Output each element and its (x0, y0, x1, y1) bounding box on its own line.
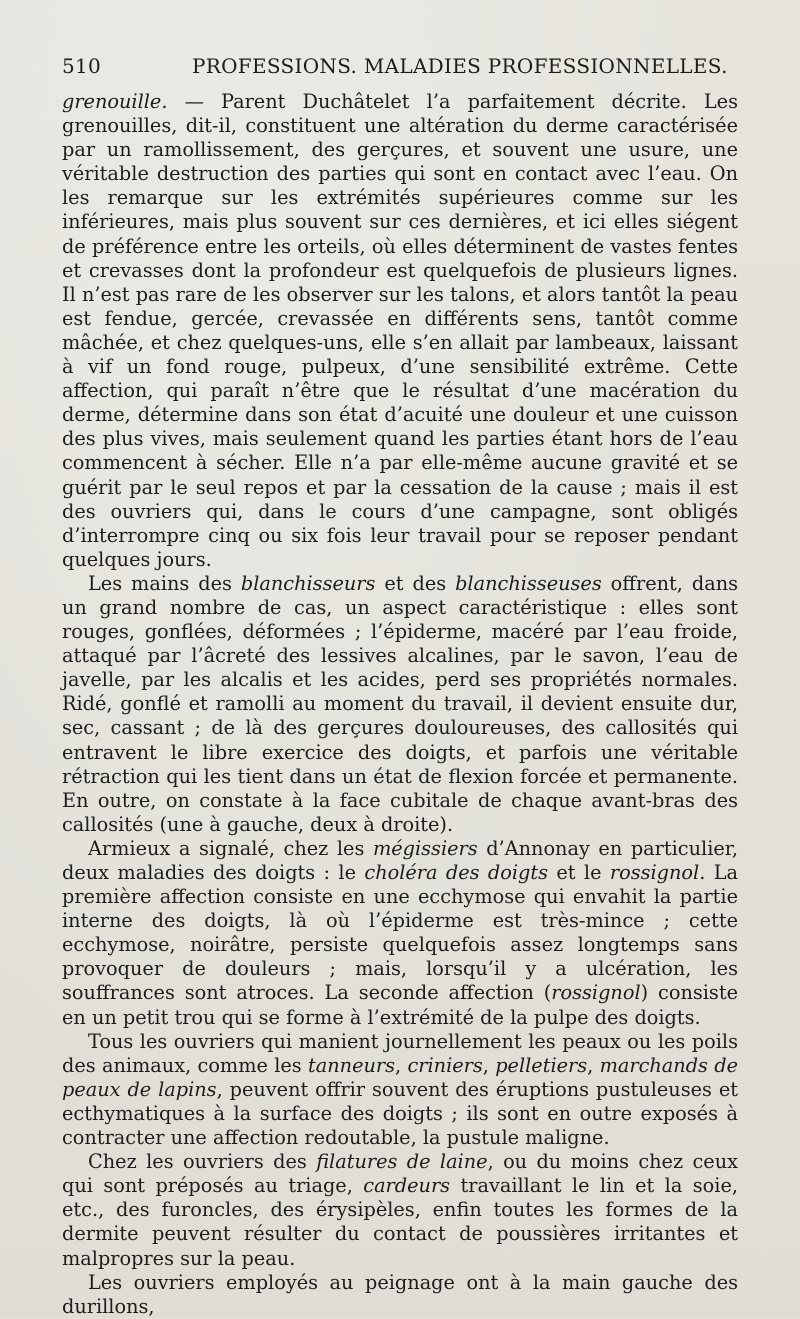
text-run: , peuvent offrir souvent des éruptions pustuleuses et ecthymatiques à la surface des doigts ; ils sont en outre exposés à contracter une affection redoutable, la pustule maligne. (62, 1077, 738, 1150)
text-run: — Parent Duchâtelet l’a parfaitement décrite. Les grenouilles, dit-il, constituent une altération du derme caractérisée par un ramollissement, des gerçures, et souvent une usure, une véritable destruction des parties qui sont en contact avec l’eau. On les remarque sur les extrémités supérieures comme sur les inférieures, mais plus souvent sur ces dernières, et ici elles siégent de préférence entre les orteils, où elles déterminent de vastes fentes et crevasses dont la profondeur est quelquefois de plusieurs lignes. Il n’est pas rare de les observer sur les talons, et alors tantôt la peau est fendue, gercée, crevassée en différents sens, tantôt comme mâchée, et chez quelques-uns, elle s’en allait par lambeaux, laissant à vif un fond rouge, pulpeux, d’une sensibilité extrême. Cette affection, qui paraît n’être que le résultat d’une macération du derme, détermine dans son état d’acuité une douleur et une cuisson des plus vives, mais seulement quand les parties étant hors de l’eau commencent à sécher. Elle n’a par elle-même aucune gravité et se guérit par le seul repos et par la cessation de la cause ; mais il est des ouvriers qui, dans le cours d’une campagne, sont obligés d’interrompre cinq ou six fois leur travail pour se reposer pendant quelques jours. (62, 90, 738, 571)
body-text (62, 90, 738, 1319)
text-run: Tous les ouvriers qui manient journellement les peaux ou les poils des animaux, comme les (62, 1029, 738, 1077)
running-title: PROFESSIONS. MALADIES PROFESSIONNELLES. (192, 54, 728, 78)
text-run: d’Annonay en particulier, deux maladies des doigts : le (62, 836, 738, 884)
text-run: ) consiste en un petit trou qui se forme à l’extrémité de la pulpe des doigts. (62, 981, 738, 1029)
paragraph (62, 572, 738, 837)
italic-term: grenouille. (62, 90, 168, 113)
italic-term: rossignol (551, 981, 641, 1005)
italic-term: choléra des doigts (364, 861, 549, 884)
italic-term: cardeurs (363, 1174, 451, 1198)
page-header (62, 48, 738, 84)
paragraph (62, 1271, 738, 1319)
italic-term: filatures de laine (316, 1150, 488, 1174)
text-run: Les ouvriers employés au peignage ont à la main gauche des durillons, (62, 1270, 738, 1318)
text-run: et le (548, 861, 610, 884)
page-number: 510 (62, 54, 102, 78)
text-run: , ou du moins chez ceux qui sont préposés au triage, (62, 1150, 739, 1198)
text-run: offrent, dans un grand nombre de cas, un aspect caractéristique : elles sont rouges, gonflées, déformées ; l’épiderme, macéré par l’eau froide, attaqué par l’âcreté des lessives alcalines, par le savon, l’eau de javelle, par les alcalis et les acides, perd ses propriétés normales. Ridé, gonflé et ramolli au moment du travail, il devient ensuite dur, sec, cassant ; de là des gerçures douloureuses, des callosités qui entravent le libre exercice des doigts, et parfois une véritable rétraction qui les tient dans un état de flexion forcée et permanente. En outre, on constate à la face cubitale de chaque avant-bras des callosités (une à gauche, deux à droite). (62, 571, 739, 836)
text-run: Les mains des (88, 571, 241, 595)
italic-term: tanneurs (308, 1053, 396, 1077)
paragraph (62, 1030, 738, 1150)
text-run: , (395, 1053, 408, 1077)
italic-term: blanchisseuses (455, 571, 602, 595)
paragraph (62, 90, 738, 572)
text-run: , (587, 1053, 600, 1077)
paragraph (62, 1150, 738, 1270)
italic-term: marchands de peaux de lapins (62, 1053, 738, 1101)
text-run: . La première affection consiste en une ecchymose qui envahit la partie interne des doigts, là où l’épiderme est très-mince ; cette ecchymose, noirâtre, persiste quelquefois assez longtemps sans provoquer de douleurs ; mais, lorsqu’il y a ulcération, les souffrances sont atroces. La seconde affection ( (62, 861, 739, 1005)
text-run: Chez les ouvriers des (88, 1150, 317, 1174)
italic-term: blanchisseurs (240, 571, 376, 595)
text-run: Armieux a signalé, chez les (88, 836, 373, 860)
italic-term: rossignol (609, 861, 700, 884)
italic-term: mégissiers (372, 836, 478, 860)
text-run: travaillant le lin et la soie, etc., des furoncles, des érysipèles, enfin toutes les formes de la dermite peuvent résulter du contact de poussières irritantes et malpropres sur la peau. (62, 1174, 738, 1270)
paragraph (62, 837, 738, 1030)
text-run: , (482, 1053, 496, 1077)
text-run: et des (375, 571, 456, 595)
italic-term: pelletiers (495, 1053, 588, 1077)
italic-term: criniers (407, 1053, 483, 1077)
